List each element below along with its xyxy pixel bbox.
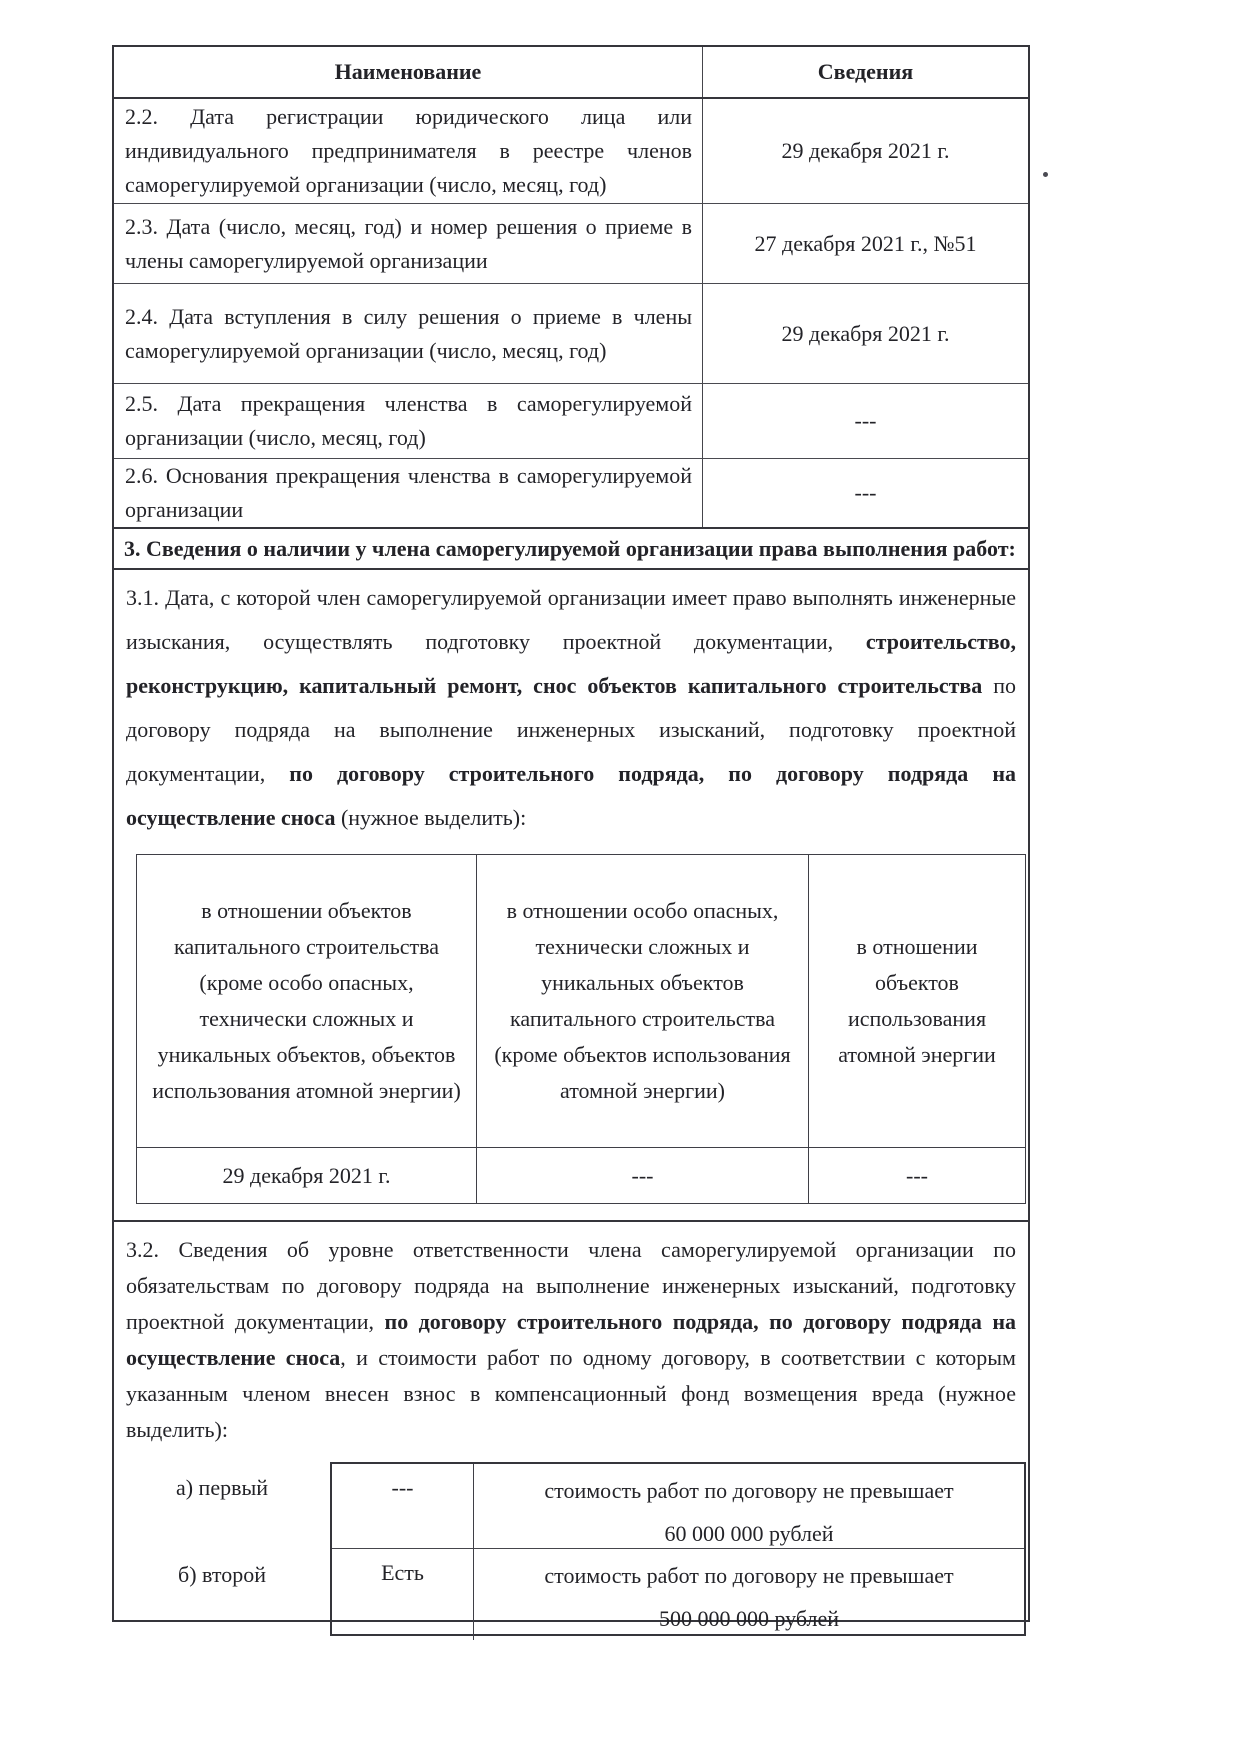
row-2-3-name [114,204,703,283]
row-2-2-value: 29 декабря 2021 г. [781,138,950,163]
level-b-description [474,1549,1024,1640]
work-rights-table [136,854,1026,1204]
row-2-2-name [114,99,703,203]
level-a-description [474,1464,1024,1555]
section-3-2-paragraph: 3.2. Сведения об уровне ответственности члена саморегулируемой организации по обязательствам по договору подряда на выполнение инженерных изысканий, подготовку проектной документации, по договору строительного подряда, по договору подряда на осуществление сноса, и стоимости работ по одному договору, в соответствии с которым указанным членом внесен взнос в компенсационный фонд возмещения вреда (нужное выделить): [126,1237,1017,1442]
work-rights-value-nuclear: --- [906,1162,928,1188]
levels-bordered-box [330,1462,1026,1636]
level-a-mark: --- [332,1464,474,1555]
work-rights-col-hazardous: в отношении особо опасных, технически сложных и уникальных объектов капитального строительства (кроме объектов использования атомной энергии) [477,855,809,1147]
header-info-column: Сведения [817,59,914,84]
table-row [114,99,1028,204]
level-b-row [332,1549,1024,1634]
row-2-6-name-text: 2.6. Основания прекращения членства в саморегулируемой организации [125,463,692,522]
work-rights-value-general: 29 декабря 2021 г. [137,1148,477,1203]
row-2-6-name [114,459,703,527]
level-b-description-line2: 500 000 000 рублей [658,1606,840,1631]
work-rights-header-row [137,855,1025,1147]
row-2-4-name-text: 2.4. Дата вступления в силу решения о приеме в члены саморегулируемой организации (число, месяц, год) [125,303,692,363]
row-2-3-value: 27 декабря 2021 г., №51 [754,230,977,256]
row-2-2-name-text: 2.2. Дата регистрации юридического лица или индивидуального предпринимателя в реестре членов саморегулируемой организации (число, месяц, год) [125,104,692,197]
row-2-6-value: --- [854,480,877,505]
table-row [114,204,1028,284]
row-2-3-name-text: 2.3. Дата (число, месяц, год) и номер решения о приеме в члены саморегулируемой организации [125,213,692,273]
registry-extract-table [112,45,1030,1631]
section-3-1-paragraph: 3.1. Дата, с которой член саморегулируемой организации имеет право выполнять инженерные изыскания, осуществлять подготовку проектной документации, строительство, реконструкцию, капитальный ремонт, снос объектов капитального строительства по договору подряда на выполнение инженерных изысканий, подготовку проектной документации, по договору строительного подряда, по договору подряда на осуществление сноса (нужное выделить): [126,585,1016,830]
row-2-5-value: --- [854,408,877,433]
row-2-5-name [114,384,703,458]
header-name-column: Наименование [114,47,703,97]
work-rights-value-hazardous: --- [477,1148,809,1203]
levels-label-column [114,1462,330,1636]
section-3-2 [114,1222,1028,1631]
table-row [114,284,1028,384]
level-a-row [332,1464,1024,1549]
row-2-5-name-text: 2.5. Дата прекращения членства в саморегулируемой организации (число, месяц, год) [125,391,692,450]
table-row [114,459,1028,529]
work-rights-col-nuclear: в отношении объектов использования атомной энергии [838,934,996,1067]
table-row [114,384,1028,459]
row-2-4-name [114,284,703,383]
level-b-mark: Есть [332,1549,474,1640]
work-rights-col-general: в отношении объектов капитального строительства (кроме особо опасных, технически сложных и уникальных объектов, объектов использования атомной энергии) [137,855,477,1147]
level-b-label: б) второй [178,1562,266,1587]
level-a-description-line1: стоимость работ по договору не превышает [544,1478,954,1503]
level-b-description-line1: стоимость работ по договору не превышает [544,1563,954,1588]
table-header-row [114,47,1028,99]
section-3-title: 3. Сведения о наличии у члена саморегулируемой организации права выполнения работ: [114,529,1028,570]
scan-artifact-dot [1043,172,1048,177]
work-rights-values-row [137,1147,1025,1203]
section-3-1 [114,570,1028,1222]
level-a-description-line2: 60 000 000 рублей [664,1521,834,1546]
level-a-label: а) первый [175,1475,269,1500]
row-2-4-value: 29 декабря 2021 г. [781,320,950,346]
responsibility-levels-table [114,1462,1026,1636]
